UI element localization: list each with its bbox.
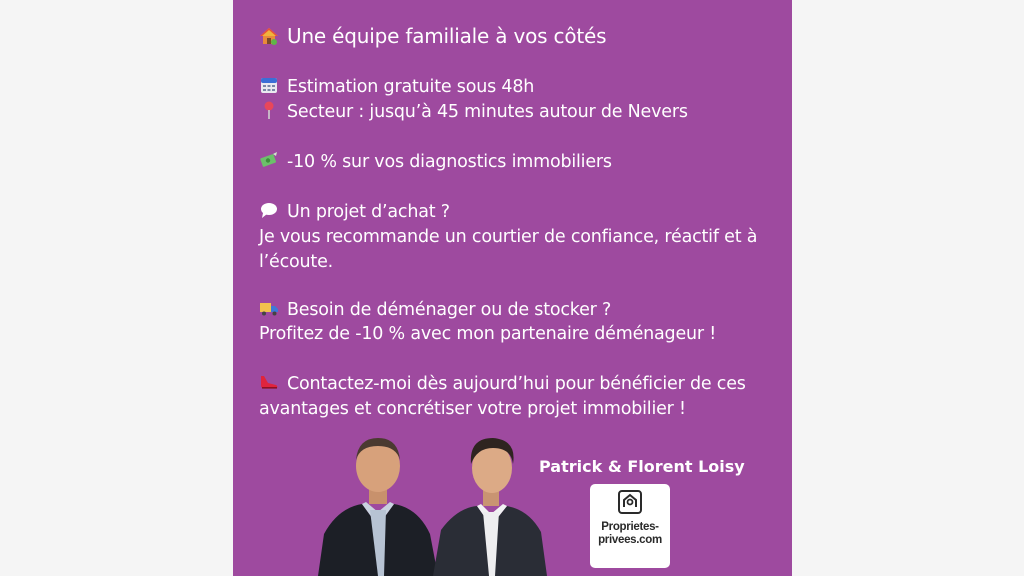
logo-icon — [618, 490, 642, 514]
achat-text-1: Je vous recommande un courtier de confiance, réactif et à — [259, 227, 758, 247]
shoe-icon — [259, 372, 279, 392]
achat-text-2: l’écoute. — [259, 252, 334, 272]
logo-text-2: privees.com — [598, 534, 662, 546]
estimation-line — [259, 75, 534, 99]
demenager-title-line — [259, 298, 611, 322]
pin-icon — [259, 100, 279, 120]
proprietes-privees-logo — [590, 484, 670, 568]
secteur-line — [259, 100, 688, 124]
logo-text-1: Proprietes- — [601, 521, 659, 533]
calendar-icon — [259, 75, 279, 95]
contact-text-1: Contactez-moi dès aujourd’hui pour bénéficier de ces — [287, 374, 746, 394]
achat-title-line — [259, 200, 450, 224]
contact-line-1 — [259, 372, 746, 396]
diagnostics-text: -10 % sur vos diagnostics immobiliers — [287, 152, 612, 172]
contact-text-2: avantages et concrétiser votre projet immobilier ! — [259, 399, 686, 419]
money-icon — [259, 150, 279, 170]
demenager-text: Profitez de -10 % avec mon partenaire déménageur ! — [259, 324, 717, 344]
estimation-text: Estimation gratuite sous 48h — [287, 77, 535, 97]
truck-icon — [259, 298, 279, 318]
promo-card — [233, 0, 792, 576]
achat-title: Un projet d’achat ? — [287, 202, 450, 222]
demenager-title: Besoin de déménager ou de stocker ? — [287, 300, 612, 320]
title-line — [259, 24, 606, 48]
speech-bubble-icon — [259, 200, 279, 220]
post-title: Une équipe familiale à vos côtés — [287, 24, 607, 48]
house-icon — [259, 26, 279, 46]
diagnostics-line — [259, 150, 612, 174]
photo-florent — [433, 434, 551, 576]
agent-names: Patrick & Florent Loisy — [539, 457, 745, 476]
secteur-text: Secteur : jusqu’à 45 minutes autour de Nevers — [287, 102, 688, 122]
photo-patrick — [318, 434, 438, 576]
